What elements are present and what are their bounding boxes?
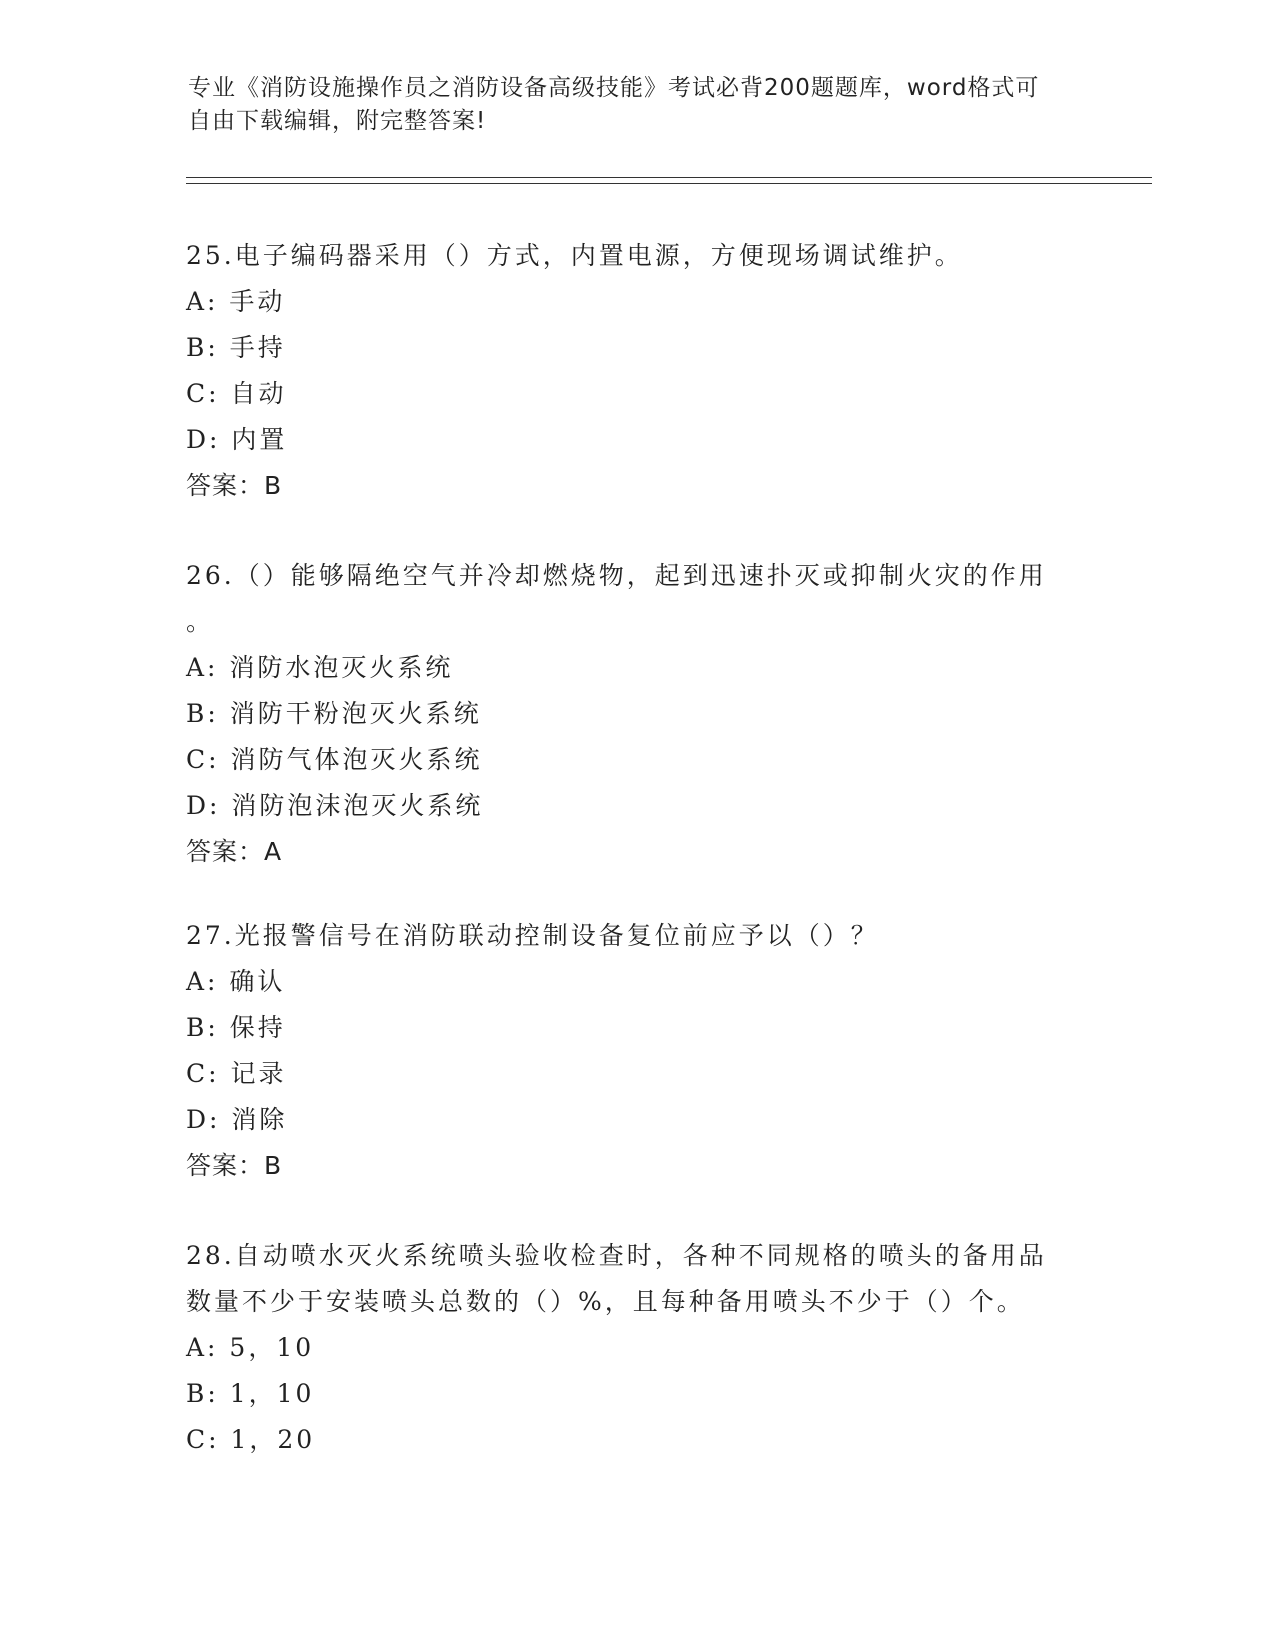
question-stem: 27.光报警信号在消防联动控制设备复位前应予以（）？ <box>186 921 879 950</box>
question-26 <box>186 553 1086 875</box>
option-b: B: 消防干粉泡灭火系统 <box>186 699 482 728</box>
option-d: D: 消防泡沫泡灭火系统 <box>186 791 484 820</box>
question-stem-continued: 。 <box>186 607 215 636</box>
question-27 <box>186 913 1086 1189</box>
option-a: A: 确认 <box>186 967 286 996</box>
question-stem: 26.（）能够隔绝空气并冷却燃烧物，起到迅速扑灭或抑制火灾的作用 <box>186 561 1047 590</box>
question-stem: 25.电子编码器采用（）方式，内置电源，方便现场调试维护。 <box>186 241 963 270</box>
option-a: A: 5，10 <box>186 1333 315 1362</box>
question-stem-continued: 数量不少于安装喷头总数的（）%，且每种备用喷头不少于（）个。 <box>186 1287 1025 1316</box>
option-a: A: 消防水泡灭火系统 <box>186 653 454 682</box>
option-b: B: 手持 <box>186 333 286 362</box>
question-25 <box>186 233 1086 509</box>
answer: 答案：B <box>186 471 283 500</box>
question-stem: 28.自动喷水灭火系统喷头验收检查时，各种不同规格的喷头的备用品 <box>186 1241 1047 1270</box>
document-header <box>188 72 1068 138</box>
answer: 答案：A <box>186 837 283 866</box>
question-28 <box>186 1233 1086 1463</box>
answer: 答案：B <box>186 1151 283 1180</box>
option-d: D: 消除 <box>186 1105 288 1134</box>
option-c: C: 记录 <box>186 1059 287 1088</box>
header-line-2: 自由下载编辑，附完整答案! <box>188 108 487 134</box>
option-c: C: 1，20 <box>186 1425 316 1454</box>
header-divider-bottom <box>186 183 1152 184</box>
option-d: D: 内置 <box>186 425 288 454</box>
option-c: C: 自动 <box>186 379 287 408</box>
option-a: A: 手动 <box>186 287 286 316</box>
header-line-1: 专业《消防设施操作员之消防设备高级技能》考试必背200题题库，word格式可 <box>188 75 1040 101</box>
option-c: C: 消防气体泡灭火系统 <box>186 745 483 774</box>
option-b: B: 保持 <box>186 1013 286 1042</box>
header-divider-top <box>186 177 1152 178</box>
option-b: B: 1，10 <box>186 1379 315 1408</box>
